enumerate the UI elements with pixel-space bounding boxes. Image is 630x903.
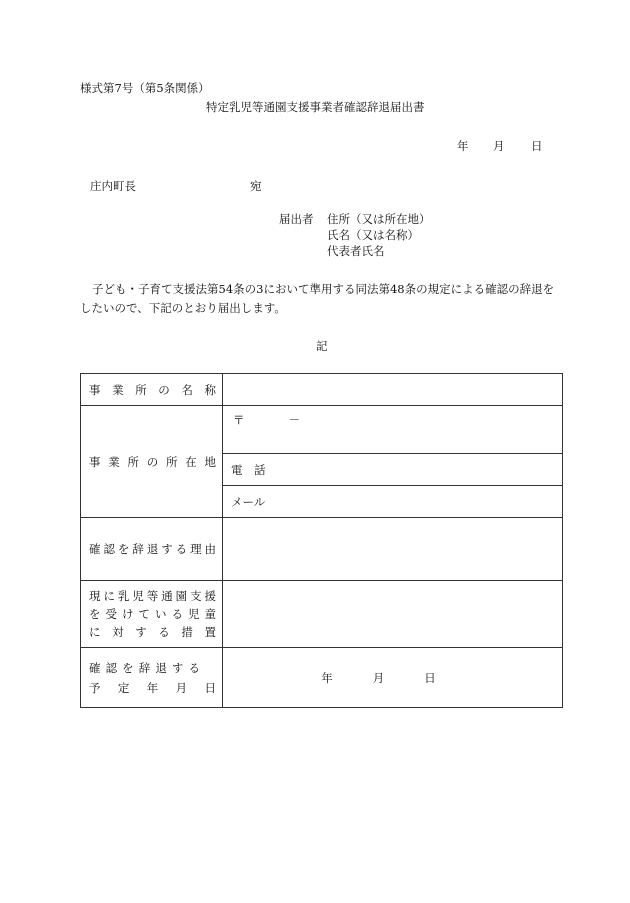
- document-title: 特定乳児等通園支援事業者確認辞退届出書: [206, 100, 425, 114]
- row-measures: [81, 581, 563, 648]
- applicant-address: 住所（又は所在地）: [327, 212, 431, 226]
- applicant-label: 届出者: [279, 212, 314, 226]
- office-location-label: [81, 406, 223, 518]
- row-reason: [81, 518, 563, 581]
- addressee-name: 庄内町長: [90, 179, 136, 193]
- office-location-text: 事 業 所 の 所 在 地: [89, 454, 216, 469]
- email-field[interactable]: [223, 486, 563, 518]
- scheduled-line-2: 予 定 年 月 日: [89, 680, 216, 695]
- addressee: [90, 178, 262, 194]
- office-name-text: 事 業 所 の 名 称: [89, 382, 216, 397]
- reason-text: 確 認 を 辞 退 す る 理 由: [89, 542, 216, 556]
- measures-line-1: 現 に 乳 児 等 通 園 支 援: [89, 589, 216, 603]
- office-name-field[interactable]: [223, 374, 563, 406]
- phone-field[interactable]: [223, 454, 563, 486]
- scheduled-year: 年: [321, 670, 333, 685]
- applicant-representative: 代表者氏名: [327, 244, 385, 258]
- reason-field[interactable]: [223, 518, 563, 581]
- measures-field[interactable]: [223, 581, 563, 648]
- email-label: メール: [231, 494, 266, 509]
- scheduled-line-1: 確 認 を 辞 退 す る: [89, 660, 200, 675]
- measures-line-2: を 受 け て い る 児 童: [89, 607, 216, 621]
- row-office-name: [81, 374, 563, 406]
- date-year: 年: [457, 139, 469, 153]
- postal-mark: 〒: [233, 413, 245, 427]
- applicant-name: 氏名（又は名称）: [327, 228, 419, 242]
- reason-label: [81, 518, 223, 581]
- postal-code-field[interactable]: [223, 406, 563, 454]
- scheduled-date-label: [81, 648, 223, 708]
- submission-date: [457, 138, 543, 154]
- form-number: 様式第7号（第5条関係）: [80, 81, 210, 95]
- date-day: 日: [531, 139, 543, 153]
- date-month: 月: [493, 139, 505, 153]
- addressee-honorific: 宛: [250, 179, 262, 193]
- scheduled-month: 月: [372, 670, 385, 685]
- measures-line-3: に 対 す る 措 置: [89, 625, 216, 639]
- scheduled-date-field[interactable]: [223, 648, 563, 708]
- ki-heading: 記: [316, 339, 328, 353]
- office-name-label: [81, 374, 223, 406]
- row-scheduled-date: [81, 648, 563, 708]
- phone-label: 電 話: [231, 462, 266, 477]
- measures-label: [81, 581, 223, 648]
- applicant-block: [279, 211, 431, 259]
- notification-form-table: [80, 373, 563, 708]
- row-postal: [81, 406, 563, 454]
- scheduled-day: 日: [424, 670, 436, 685]
- postal-dash: －: [288, 413, 300, 427]
- body-text: 子ども・子育て支援法第54条の3において準用する同法第48条の規定による確認の辞退をしたいので、下記のとおり届出します。: [80, 282, 555, 315]
